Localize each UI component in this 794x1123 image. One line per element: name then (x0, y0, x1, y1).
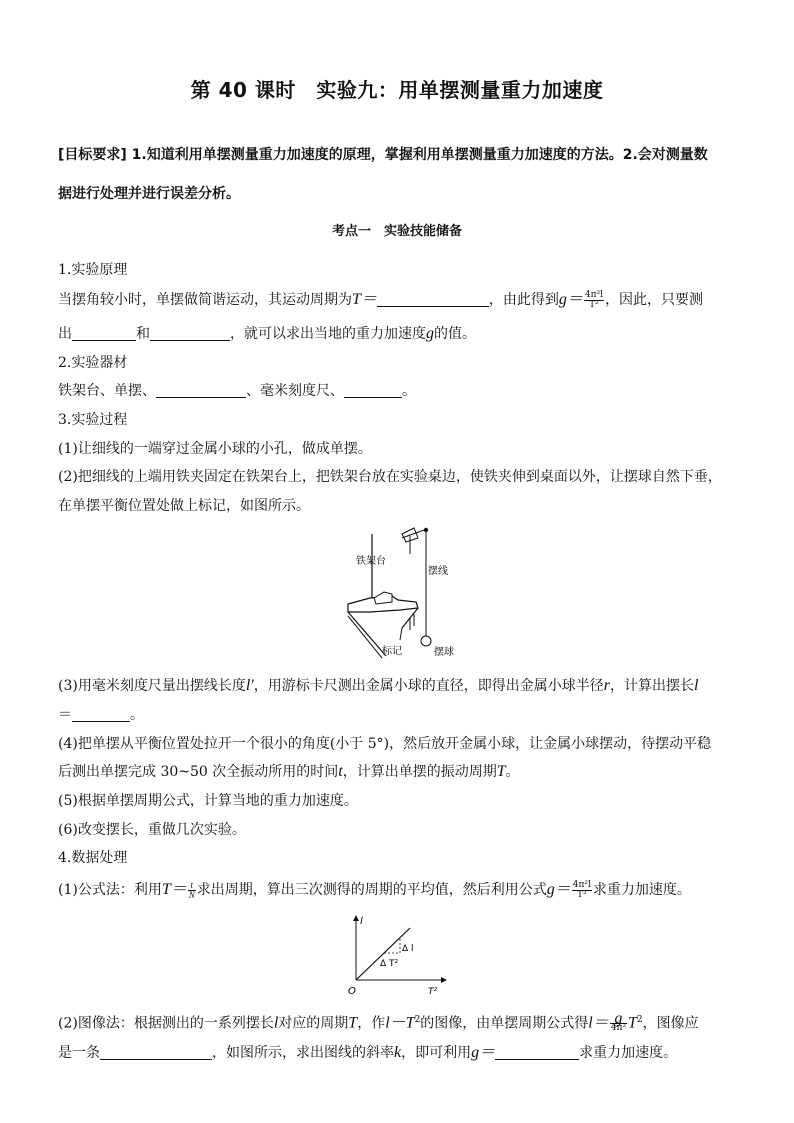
s2-head: 2.实验器材 (58, 355, 128, 371)
section-heading: 考点一 实验技能储备 (331, 224, 462, 239)
s3-p6: (6)改变摆长，重做几次实验。 (58, 822, 246, 838)
page-title: 第 40 课时 实验九：用单摆测量重力加速度 (190, 78, 604, 102)
l-T2-graph (340, 912, 450, 1000)
s3-p3b: ＝ 。 (58, 707, 144, 723)
label-iron-stand: 铁架台 (356, 556, 386, 567)
blank-g-formula (495, 1044, 579, 1060)
origin-label: O (348, 986, 356, 997)
x-axis-label: T² (428, 987, 438, 997)
delta-T2-label: Δ T² (380, 959, 399, 969)
s1-line-2: 出 和 ，就可以求出当地的重力加速度g的值。 (58, 325, 476, 342)
s3-p4b: 后测出单摆完成 30~50 次全振动所用的时间t，计算出单摆的振动周期T。 (58, 763, 520, 780)
delta-l-label: Δ l (402, 944, 414, 954)
s1-line-1: 当摆角较小时，单摆做简谐运动，其运动周期为T＝ ，由此得到g＝ $\frac{\text{4π²l}}{\text{T²}}$ ，因此，只要测 (58, 289, 704, 310)
fraction-t-over-N: $\frac{t}{N}$ (188, 879, 195, 900)
s2-line-1: 铁架台、单摆、 、毫米刻度尺、 。 (58, 383, 416, 399)
s3-p4a: (4)把单摆从平衡位置处拉开一个很小的角度(小于 5°)，然后放开金属小球，让金属小球摆动，待摆动平稳 (58, 736, 712, 752)
fraction-g-over-4pi2: $\frac{g}{\text{4π²}}$ (610, 1010, 626, 1034)
s3-p2a: (2)把细线的上端用铁夹固定在铁架台上，把铁架台放在实验桌边，使铁夹伸到桌面以外，让摆球自然下垂， (58, 469, 722, 485)
blank-period (377, 291, 489, 307)
blank-equipment-1 (156, 382, 246, 398)
s3-p2b: 在单摆平衡位置处做上标记，如图所示。 (58, 498, 310, 514)
goal-label: [目标要求] (58, 147, 127, 163)
blank-measure-2 (150, 325, 230, 341)
label-pendulum-line: 摆线 (428, 566, 448, 577)
blank-graph-shape (100, 1044, 212, 1060)
s3-p5: (5)根据单摆周期公式，计算当地的重力加速度。 (58, 793, 358, 809)
fraction-4pi2l-over-T2-b: $\frac{\text{4π²l}}{\text{T²}}$ (572, 879, 591, 900)
s3-head: 3.实验过程 (58, 412, 128, 428)
label-ball: 摆球 (434, 647, 454, 658)
s4-p2: (2)图像法：根据测出的一系列摆长l对应的周期T，作$l-T^2$的图像，由单摆周期公式得l＝ $\frac{g}{\text{4π²}}$ $T^2$，图像应 (58, 1010, 699, 1034)
goal-text-1: 1.知道利用单摆测量重力加速度的原理，掌握利用单摆测量重力加速度的方法。2.会对测量数 (131, 147, 708, 163)
goal-line-1 (58, 145, 708, 165)
s3-p1: (1)让细线的一端穿过金属小球的小孔，做成单摆。 (58, 441, 372, 457)
blank-length (72, 706, 130, 722)
pendulum-figure (340, 524, 470, 664)
blank-measure-1 (72, 325, 136, 341)
goal-line-2: 据进行处理并进行误差分析。 (58, 186, 240, 202)
graph-line (356, 928, 410, 980)
fraction-4pi2l-over-T2: $\frac{\text{4π²l}}{\text{T²}}$ (584, 289, 604, 310)
s1-head: 1.实验原理 (58, 262, 128, 278)
s4-head: 4.数据处理 (58, 850, 128, 866)
s4-p3: 是一条 ，如图所示，求出图线的斜率k，即可利用g＝ 求重力加速度。 (58, 1044, 678, 1061)
label-mark: 标记 (382, 646, 402, 657)
s3-p3a: (3)用毫米刻度尺量出摆线长度l′，用游标卡尺测出金属小球的直径，即得出金属小球半径r，计算出摆长l (58, 677, 699, 694)
s4-p1: (1)公式法：利用T＝ $\frac{t}{N}$ 求出周期，算出三次测得的周期的平均值，然后利用公式g＝ $\frac{\text{4π²l}}{\text{T²}}$ 求重力加速度。 (58, 879, 691, 900)
y-axis-label: l (360, 916, 363, 927)
blank-equipment-2 (344, 382, 402, 398)
